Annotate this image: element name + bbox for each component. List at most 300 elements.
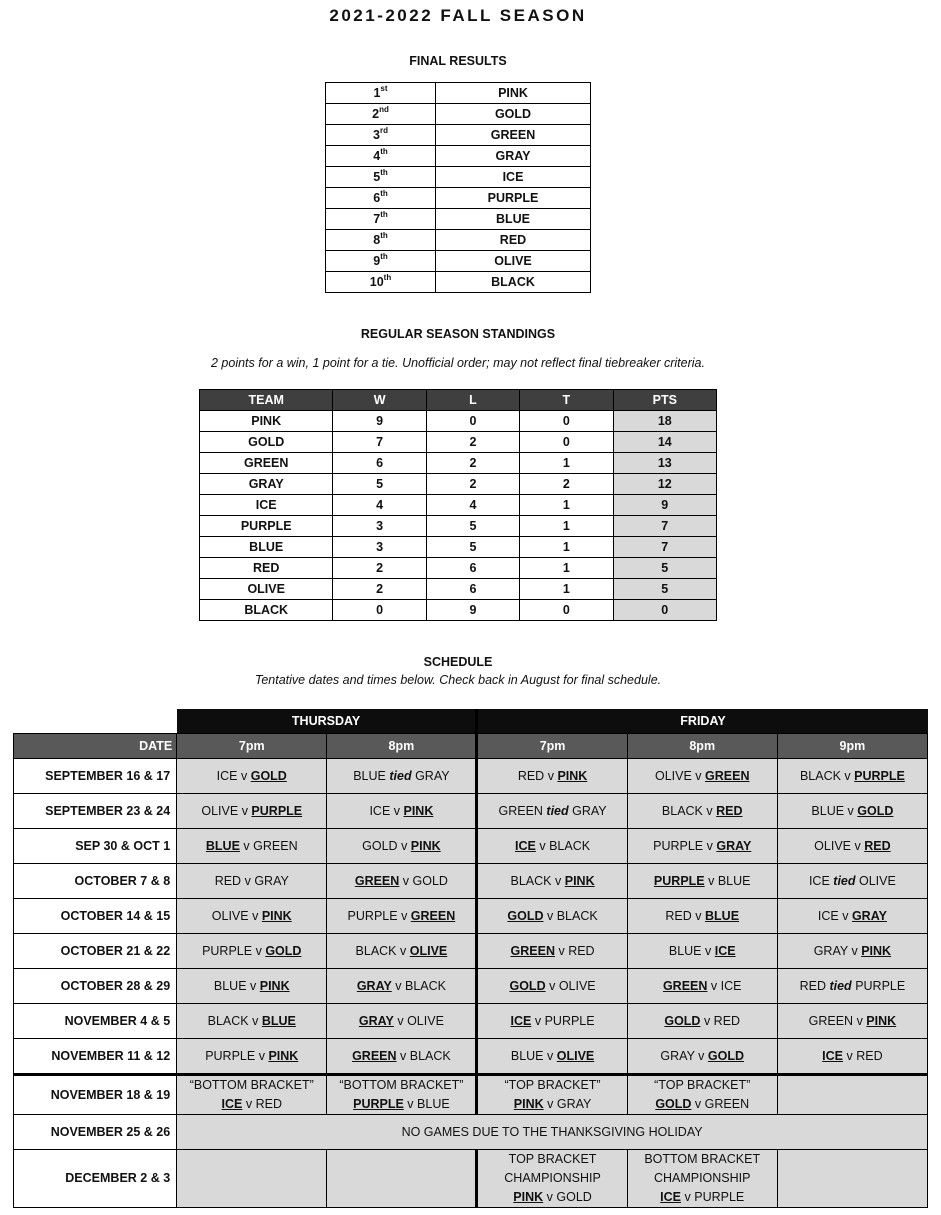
game-cell [177,1075,327,1115]
schedule-row [14,864,928,899]
place-suffix: th [380,188,388,198]
versus-label: v [240,768,248,783]
game-cell [627,829,777,864]
place-number: 3 [373,128,380,142]
team-name: BLUE [668,943,702,958]
standings-header-row [200,390,717,411]
schedule-row-championship [14,1150,928,1208]
winner-team: PINK [513,1097,544,1111]
versus-label: v [547,1048,554,1063]
time-thu-7pm: 7pm [177,734,327,759]
team-cell: GOLD [436,104,591,125]
time-thu-8pm: 8pm [327,734,477,759]
winner-team: GREEN [354,873,400,888]
versus-label: v [698,1048,705,1063]
wins-cell: 3 [333,537,426,558]
standings-row [200,516,717,537]
day-thursday: THURSDAY [177,709,477,734]
team-name: GREEN [498,803,543,818]
versus-label: v [407,1097,414,1111]
team-name: GRAY [660,1048,695,1063]
team-cell: BLACK [200,600,333,621]
place-cell [326,188,436,209]
place-suffix: nd [379,104,389,114]
time-fri-8pm: 8pm [627,734,777,759]
date-cell: DECEMBER 2 & 3 [14,1150,177,1208]
standings-row [200,474,717,495]
bracket-label: BOTTOM BRACKET [644,1152,761,1166]
versus-label: v [401,838,408,853]
versus-label: v [546,908,554,923]
game-cell [177,969,327,1004]
matchup [478,1188,626,1207]
versus-label: v [395,978,402,993]
empty-game-cell [177,1150,327,1208]
team-name: BLUE [213,978,247,993]
losses-cell: 2 [426,453,519,474]
points-cell: 14 [613,432,716,453]
winner-team: BLUE [705,908,740,923]
team-cell: BLUE [436,209,591,230]
versus-label: v [846,1048,853,1063]
winner-team: PURPLE [251,803,303,818]
game-cell [627,759,777,794]
place-suffix: th [380,209,388,219]
team-name: PURPLE [347,908,398,923]
bracket-label: “TOP BRACKET” [654,1078,751,1092]
team-name: BLACK [549,838,591,853]
ties-cell: 0 [520,600,613,621]
empty-game-cell [777,1075,927,1115]
bracket-label: “TOP BRACKET” [504,1078,601,1092]
wins-cell: 9 [333,411,426,432]
winner-team: ICE [510,1013,532,1028]
game-cell [327,934,477,969]
place-suffix: th [380,251,388,261]
standings-note: 2 points for a win, 1 point for a tie. Unofficial order; may not reflect final tiebreaker criteria. [211,356,705,370]
team-name: RED [517,768,545,783]
game-cell [627,969,777,1004]
game-cell [627,934,777,969]
winner-team: GOLD [265,943,302,958]
winner-team: GREEN [352,1048,397,1063]
team-name: OLIVE [211,908,249,923]
tied-label: tied [389,768,412,783]
game-cell [777,899,927,934]
final-results-heading: FINAL RESULTS [409,54,507,68]
team-name: ICE [720,978,742,993]
winner-team: GRAY [716,838,752,853]
winner-team: ICE [822,1048,843,1063]
ties-cell: 1 [520,516,613,537]
versus-label: v [252,908,259,923]
winner-team: GREEN [705,768,750,783]
winner-team: GOLD [655,1097,692,1111]
versus-label: v [844,768,851,783]
winner-team: GREEN [662,978,708,993]
game-cell [627,1004,777,1039]
date-cell: OCTOBER 7 & 8 [14,864,177,899]
result-row [326,251,591,272]
place-number: 2 [372,107,380,121]
team-name: OLIVE [407,1013,444,1028]
points-cell: 9 [613,495,716,516]
team-cell: PINK [200,411,333,432]
points-cell: 18 [613,411,716,432]
standings-row [200,432,717,453]
winner-team: PINK [410,838,441,853]
game-cell [777,829,927,864]
team-name: RED [665,908,692,923]
game-cell [177,1039,327,1075]
game-cell [477,829,627,864]
versus-label: v [706,803,713,818]
team-name: BLACK [405,978,446,993]
championship-cell [477,1150,627,1208]
team-name: OLIVE [558,978,596,993]
game-cell [777,934,927,969]
team-name: GOLD [412,873,448,888]
place-cell [326,230,436,251]
team-name: GRAY [415,768,450,783]
versus-label: v [558,943,565,958]
game-cell [627,794,777,829]
result-row [326,272,591,293]
versus-label: v [250,978,257,993]
versus-label: v [393,803,401,818]
team-name: GRAY [572,803,607,818]
versus-label: v [851,943,858,958]
team-cell: ICE [200,495,333,516]
ties-cell: 1 [520,579,613,600]
wins-cell: 2 [333,558,426,579]
team-name: RED [856,1048,883,1063]
game-cell [327,1004,477,1039]
game-cell [777,794,927,829]
col-pts: PTS [613,390,716,411]
team-name: BLACK [799,768,841,783]
winner-team: PINK [564,873,595,888]
losses-cell: 2 [426,432,519,453]
team-name: RED [568,943,595,958]
day-friday: FRIDAY [477,709,928,734]
col-w: W [333,390,426,411]
team-name: BLACK [355,943,397,958]
game-cell [327,829,477,864]
place-number: 6 [373,191,381,205]
ties-cell: 2 [520,474,613,495]
versus-label: v [705,943,712,958]
place-cell [326,251,436,272]
team-name: GRAY [813,943,848,958]
place-number: 1 [373,86,381,100]
team-name: RED [255,1097,282,1111]
game-cell [327,794,477,829]
time-fri-9pm: 9pm [777,734,927,759]
team-name: GRAY [254,873,289,888]
matchup [177,1095,326,1114]
date-cell: NOVEMBER 25 & 26 [14,1115,177,1150]
team-name: PURPLE [855,978,906,993]
versus-label: v [243,838,250,853]
team-name: ICE [808,873,830,888]
date-cell: OCTOBER 21 & 22 [14,934,177,969]
winner-team: GOLD [857,803,894,818]
winner-team: PINK [403,803,434,818]
team-name: PURPLE [653,838,704,853]
versus-label: v [847,803,854,818]
winner-team: PINK [861,943,892,958]
team-name: GOLD [556,1190,592,1204]
winner-team: RED [716,803,743,818]
winner-team: BLUE [261,1013,296,1028]
ties-cell: 0 [520,432,613,453]
team-cell: RED [200,558,333,579]
ties-cell: 0 [520,411,613,432]
standings-heading: REGULAR SEASON STANDINGS [360,327,556,341]
team-name: RED [713,1013,741,1028]
game-cell [777,969,927,1004]
versus-label: v [854,838,861,853]
game-cell [327,1039,477,1075]
place-suffix: th [380,230,388,240]
winner-team: OLIVE [556,1048,595,1063]
bracket-label: “BOTTOM BRACKET” [189,1078,314,1092]
versus-label: v [400,1048,407,1063]
winner-team: GOLD [250,768,287,783]
game-cell [327,759,477,794]
game-cell [777,864,927,899]
schedule-row-playoff-1 [14,1075,928,1115]
game-cell [777,1039,927,1075]
game-cell [177,864,327,899]
place-cell [326,104,436,125]
team-name: PURPLE [544,1013,595,1028]
game-cell [477,899,627,934]
result-row [326,230,591,251]
col-team: TEAM [200,390,333,411]
ties-cell: 1 [520,453,613,474]
team-name: BLUE [417,1097,450,1111]
tied-label: tied [546,803,569,818]
game-cell [327,899,477,934]
game-cell [327,864,477,899]
matchup [478,1095,626,1114]
points-cell: 13 [613,453,716,474]
versus-label: v [549,978,556,993]
date-cell: OCTOBER 14 & 15 [14,899,177,934]
holiday-message: NO GAMES DUE TO THE THANKSGIVING HOLIDAY [177,1115,928,1150]
matchup [628,1188,777,1207]
versus-label: v [539,838,546,853]
ties-cell: 1 [520,558,613,579]
team-cell: GRAY [436,146,591,167]
team-name: BLACK [207,1013,249,1028]
team-name: BLUE [510,1048,544,1063]
standings-table [199,389,717,621]
winner-team: PINK [259,978,290,993]
game-cell [327,969,477,1004]
winner-team: BLUE [205,838,240,853]
versus-label: v [402,873,410,888]
date-cell: SEPTEMBER 16 & 17 [14,759,177,794]
wins-cell: 2 [333,579,426,600]
team-name: GOLD [362,838,398,853]
wins-cell: 3 [333,516,426,537]
losses-cell: 9 [426,600,519,621]
losses-cell: 5 [426,537,519,558]
place-number: 4 [373,149,381,163]
ties-cell: 1 [520,537,613,558]
points-cell: 5 [613,579,716,600]
place-number: 10 [369,275,384,289]
schedule-row [14,1039,928,1075]
team-cell: GOLD [200,432,333,453]
schedule-row [14,934,928,969]
winner-team: GRAY [356,978,392,993]
game-cell [627,1039,777,1075]
team-name: GREEN [704,1097,750,1111]
points-cell: 7 [613,516,716,537]
team-cell: OLIVE [436,251,591,272]
game-cell [477,864,627,899]
losses-cell: 6 [426,579,519,600]
championship-label: CHAMPIONSHIP [653,1171,751,1185]
matchup [327,1095,475,1114]
standings-row [200,411,717,432]
wins-cell: 0 [333,600,426,621]
wins-cell: 6 [333,453,426,474]
col-t: T [520,390,613,411]
versus-label: v [397,1013,404,1028]
game-cell [177,794,327,829]
wins-cell: 4 [333,495,426,516]
team-name: PURPLE [202,943,253,958]
points-cell: 5 [613,558,716,579]
versus-label: v [547,768,554,783]
place-suffix: th [380,167,388,177]
place-number: 7 [373,212,381,226]
empty-game-cell [327,1150,477,1208]
result-row [326,209,591,230]
versus-label: v [703,1013,711,1028]
versus-label: v [856,1013,863,1028]
winner-team: GOLD [707,1048,745,1063]
schedule-row [14,1004,928,1039]
game-cell [327,1075,477,1115]
team-name: ICE [369,803,391,818]
team-name: PURPLE [694,1190,745,1204]
losses-cell: 2 [426,474,519,495]
date-cell: NOVEMBER 4 & 5 [14,1004,177,1039]
game-cell [777,1004,927,1039]
winner-team: GRAY [851,908,887,923]
schedule-heading: SCHEDULE [423,655,493,669]
team-cell: ICE [436,167,591,188]
winner-team: GREEN [510,943,555,958]
game-cell [177,1004,327,1039]
final-results-table [325,82,591,293]
versus-label: v [555,873,562,888]
team-cell: GRAY [200,474,333,495]
versus-label: v [694,1097,702,1111]
team-name: GRAY [556,1097,592,1111]
game-cell [477,1039,627,1075]
tied-label: tied [829,978,852,993]
time-fri-7pm: 7pm [477,734,627,759]
date-cell: SEP 30 & OCT 1 [14,829,177,864]
winner-team: PURPLE [653,873,705,888]
result-row [326,83,591,104]
game-cell [477,934,627,969]
winner-team: RED [864,838,891,853]
standings-row [200,579,717,600]
page-title: 2021-2022 FALL SEASON [329,6,587,25]
versus-label: v [710,978,718,993]
winner-team: PURPLE [353,1097,404,1111]
winner-team: PINK [268,1048,299,1063]
game-cell [177,759,327,794]
versus-label: v [708,873,715,888]
team-name: BLACK [556,908,598,923]
game-cell [177,899,327,934]
result-row [326,146,591,167]
ties-cell: 1 [520,495,613,516]
team-name: OLIVE [201,803,239,818]
wins-cell: 7 [333,432,426,453]
place-number: 8 [373,233,381,247]
team-name: PURPLE [205,1048,256,1063]
losses-cell: 5 [426,516,519,537]
versus-label: v [842,908,849,923]
place-cell [326,83,436,104]
championship-label: CHAMPIONSHIP [504,1171,601,1185]
losses-cell: 6 [426,558,519,579]
place-cell [326,146,436,167]
team-name: BLACK [510,873,552,888]
winner-team: PINK [513,1190,544,1204]
team-name: OLIVE [859,873,896,888]
date-cell: NOVEMBER 18 & 19 [14,1075,177,1115]
championship-cell [627,1150,777,1208]
team-cell: BLACK [436,272,591,293]
versus-label: v [255,943,262,958]
winner-team: GOLD [664,1013,701,1028]
game-cell [477,1004,627,1039]
result-row [326,188,591,209]
team-name: GREEN [808,1013,854,1028]
standings-row [200,537,717,558]
versus-label: v [400,943,407,958]
team-cell: PURPLE [200,516,333,537]
team-cell: BLUE [200,537,333,558]
time-header-row [14,734,928,759]
game-cell [177,934,327,969]
team-name: BLUE [717,873,751,888]
standings-row [200,453,717,474]
versus-label: v [244,873,251,888]
winner-team: ICE [515,838,536,853]
schedule-row [14,969,928,1004]
schedule-row-holiday [14,1115,928,1150]
winner-team: PINK [866,1013,897,1028]
winner-team: ICE [221,1097,243,1111]
team-name: ICE [817,908,839,923]
team-cell: OLIVE [200,579,333,600]
wins-cell: 5 [333,474,426,495]
place-cell [326,209,436,230]
place-number: 5 [373,170,381,184]
